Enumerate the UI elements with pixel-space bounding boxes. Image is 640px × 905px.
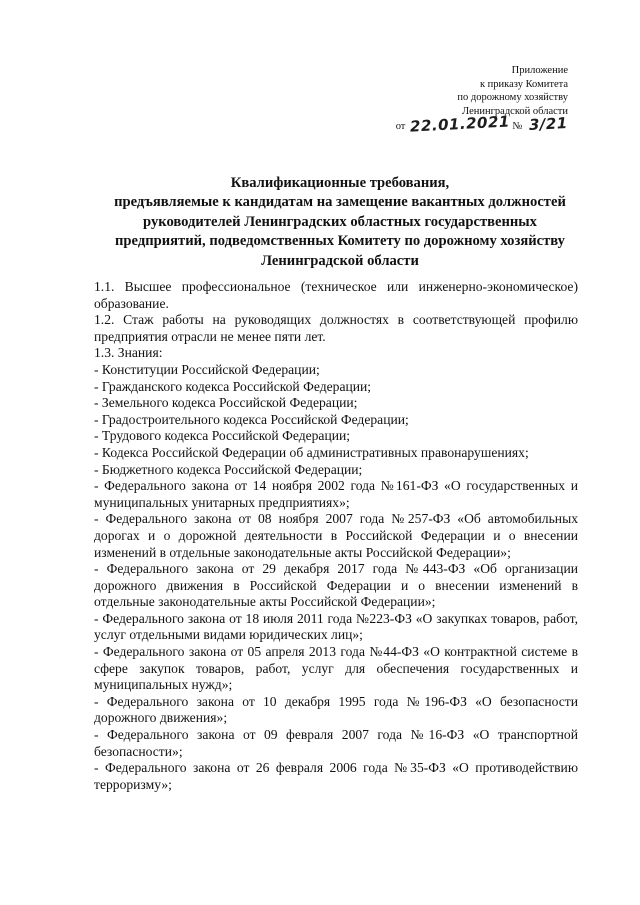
appendix-header xyxy=(396,64,568,134)
appendix-line: к приказу Комитета xyxy=(479,78,568,90)
list-item: - Гражданского кодекса Российской Федерации; xyxy=(94,378,372,394)
list-item: - Федерального закона от 18 июля 2011 года №223-ФЗ «О закупках товаров, работ, услуг отдельными видами юридических лиц»; xyxy=(94,610,578,643)
handwritten-number: 3/21 xyxy=(528,114,569,135)
number-sign: № xyxy=(512,121,523,133)
list-item: - Федерального закона от 10 декабря 1995 года №196-ФЗ «О безопасности дорожного движения»; xyxy=(94,693,578,726)
list-item: - Федерального закона от 08 ноября 2007 года №257-ФЗ «Об автомобильных дорогах и о дорожной деятельности в Российской Федерации и о внесении изменений в отдельные законодательные акты Российской Федерации»; xyxy=(94,511,578,560)
list-item: - Земельного кодекса Российской Федерации; xyxy=(94,395,358,411)
order-date-number xyxy=(395,112,569,136)
title-line: Квалификационные требования, xyxy=(230,175,450,191)
document-title xyxy=(94,174,586,271)
paragraph-1-2: 1.2. Стаж работы на руководящих должностях в соответствующей профилю предприятия отрасли не менее пяти лет. xyxy=(94,312,578,344)
list-item: - Федерального закона от 29 декабря 2017 года №443-ФЗ «Об организации дорожного движения в Российской Федерации и о внесении изменений в отдельные законодательные акты Российской Федерации»; xyxy=(94,561,578,610)
list-item: - Конституции Российской Федерации; xyxy=(94,361,320,377)
paragraph-1-1: 1.1. Высшее профессиональное (техническое или инженерно-экономическое) образование. xyxy=(94,279,578,311)
title-line: предъявляемые к кандидатам на замещение вакантных должностей xyxy=(114,194,566,211)
title-line: руководителей Ленинградских областных государственных xyxy=(143,213,537,230)
requirements-body xyxy=(94,279,578,793)
title-line: Ленинградской области xyxy=(261,252,419,269)
list-item: - Федерального закона от 26 февраля 2006 года №35-ФЗ «О противодействию терроризму»; xyxy=(94,760,578,792)
list-item: - Градостроительного кодекса Российской Федерации; xyxy=(94,411,409,427)
list-item: - Федерального закона от 14 ноября 2002 года №161-ФЗ «О государственных и муниципальных унитарных предприятиях»; xyxy=(94,478,578,510)
appendix-line: Приложение xyxy=(511,65,568,76)
handwritten-date: 22.01.2021 xyxy=(409,112,511,136)
list-item: - Бюджетного кодекса Российской Федерации; xyxy=(94,461,363,477)
from-label: от xyxy=(395,121,406,133)
list-item: - Кодекса Российской Федерации об административных правонарушениях; xyxy=(94,444,529,460)
appendix-line: по дорожному хозяйству xyxy=(457,92,568,104)
list-item: - Федерального закона от 05 апреля 2013 года №44-ФЗ «О контрактной системе в сфере закупок товаров, работ, услуг для обеспечения государственных и муниципальных нужд»; xyxy=(94,644,578,693)
paragraph-1-3: 1.3. Знания: xyxy=(94,345,163,361)
title-line: предприятий, подведомственных Комитету по дорожному хозяйству xyxy=(115,233,565,250)
appendix-line: Ленинградской области xyxy=(462,105,568,117)
list-item: - Трудового кодекса Российской Федерации; xyxy=(94,428,351,444)
list-item: - Федерального закона от 09 февраля 2007 года №16-ФЗ «О транспортной безопасности»; xyxy=(94,727,578,759)
